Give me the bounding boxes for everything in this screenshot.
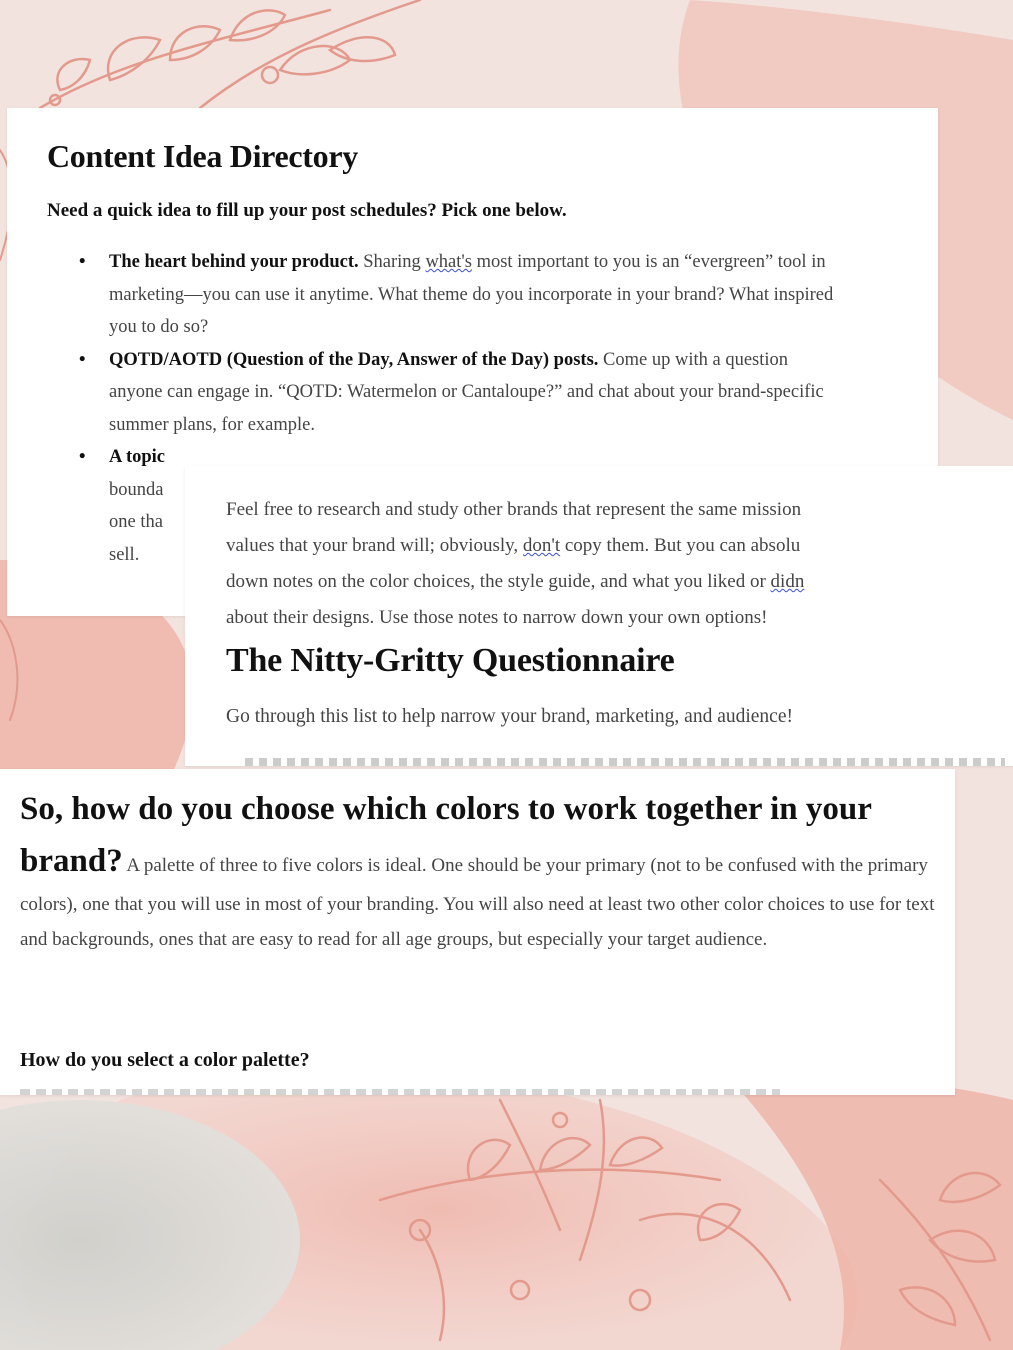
content-idea-title: Content Idea Directory [47,138,358,174]
list-item-text: Sharing [358,252,426,272]
paragraph-line: copy them. But you can absolu [560,535,801,556]
list-item [79,246,839,344]
list-item-text: one tha [109,512,163,532]
research-paragraph [226,492,1013,636]
list-item-text: bounda [109,479,164,500]
cropped-text-line [20,1089,780,1095]
list-item-heading: A topic [109,447,166,467]
paragraph-line: Feel free to research and study other brands that represent the same mission [226,499,802,520]
list-item [79,344,839,442]
list-item-text: Come up with a question anyone can engage in. “QOTD: Watermelon or Cantaloupe?” and chat about your brand-specific summer plans, for example. [109,349,824,435]
list-item-heading: The heart behind your product. [109,252,359,272]
list-item-heading: QOTD/AOTD (Question of the Day, Answer of the Day) posts. [109,349,599,370]
questionnaire-title: The Nitty-Gritty Questionnaire [226,642,675,679]
color-body-text: A palette of three to five colors is ideal. One should be your primary (not to be confused with the primary colors), one that you will use in most of your branding. You will also need at least two other color choices to use for text and backgrounds, ones that are easy to read for all age groups, but especially your target audience. [20,855,935,950]
color-paragraph [20,783,945,957]
color-palette-card [0,769,955,1095]
palette-subheading: How do you select a color palette? [20,1049,310,1071]
cropped-text-line [245,758,1005,766]
spellcheck-word: didn [770,571,805,592]
list-item-text: sell. [109,544,140,565]
paragraph-line: about their designs. Use those notes to narrow down your own options! [226,607,768,628]
list-item-text: most important to you is an “evergreen” tool in marketing—you can use it anytime. What theme do you incorporate in your brand? What inspired you to do so? [109,252,834,337]
content-idea-lead: Need a quick idea to fill up your post schedules? Pick one below. [47,200,567,221]
spellcheck-word: don't [522,535,561,556]
paragraph-line: values that your brand will; obviously, [226,535,523,556]
paragraph-line: down notes on the color choices, the style guide, and what you liked or [226,571,771,592]
color-heading: So, how do you choose which colors to work together in your brand? [20,791,872,879]
questionnaire-card [185,466,1013,766]
spellcheck-word: what's [425,252,472,272]
questionnaire-intro: Go through this list to help narrow your brand, marketing, and audience! [226,706,793,727]
